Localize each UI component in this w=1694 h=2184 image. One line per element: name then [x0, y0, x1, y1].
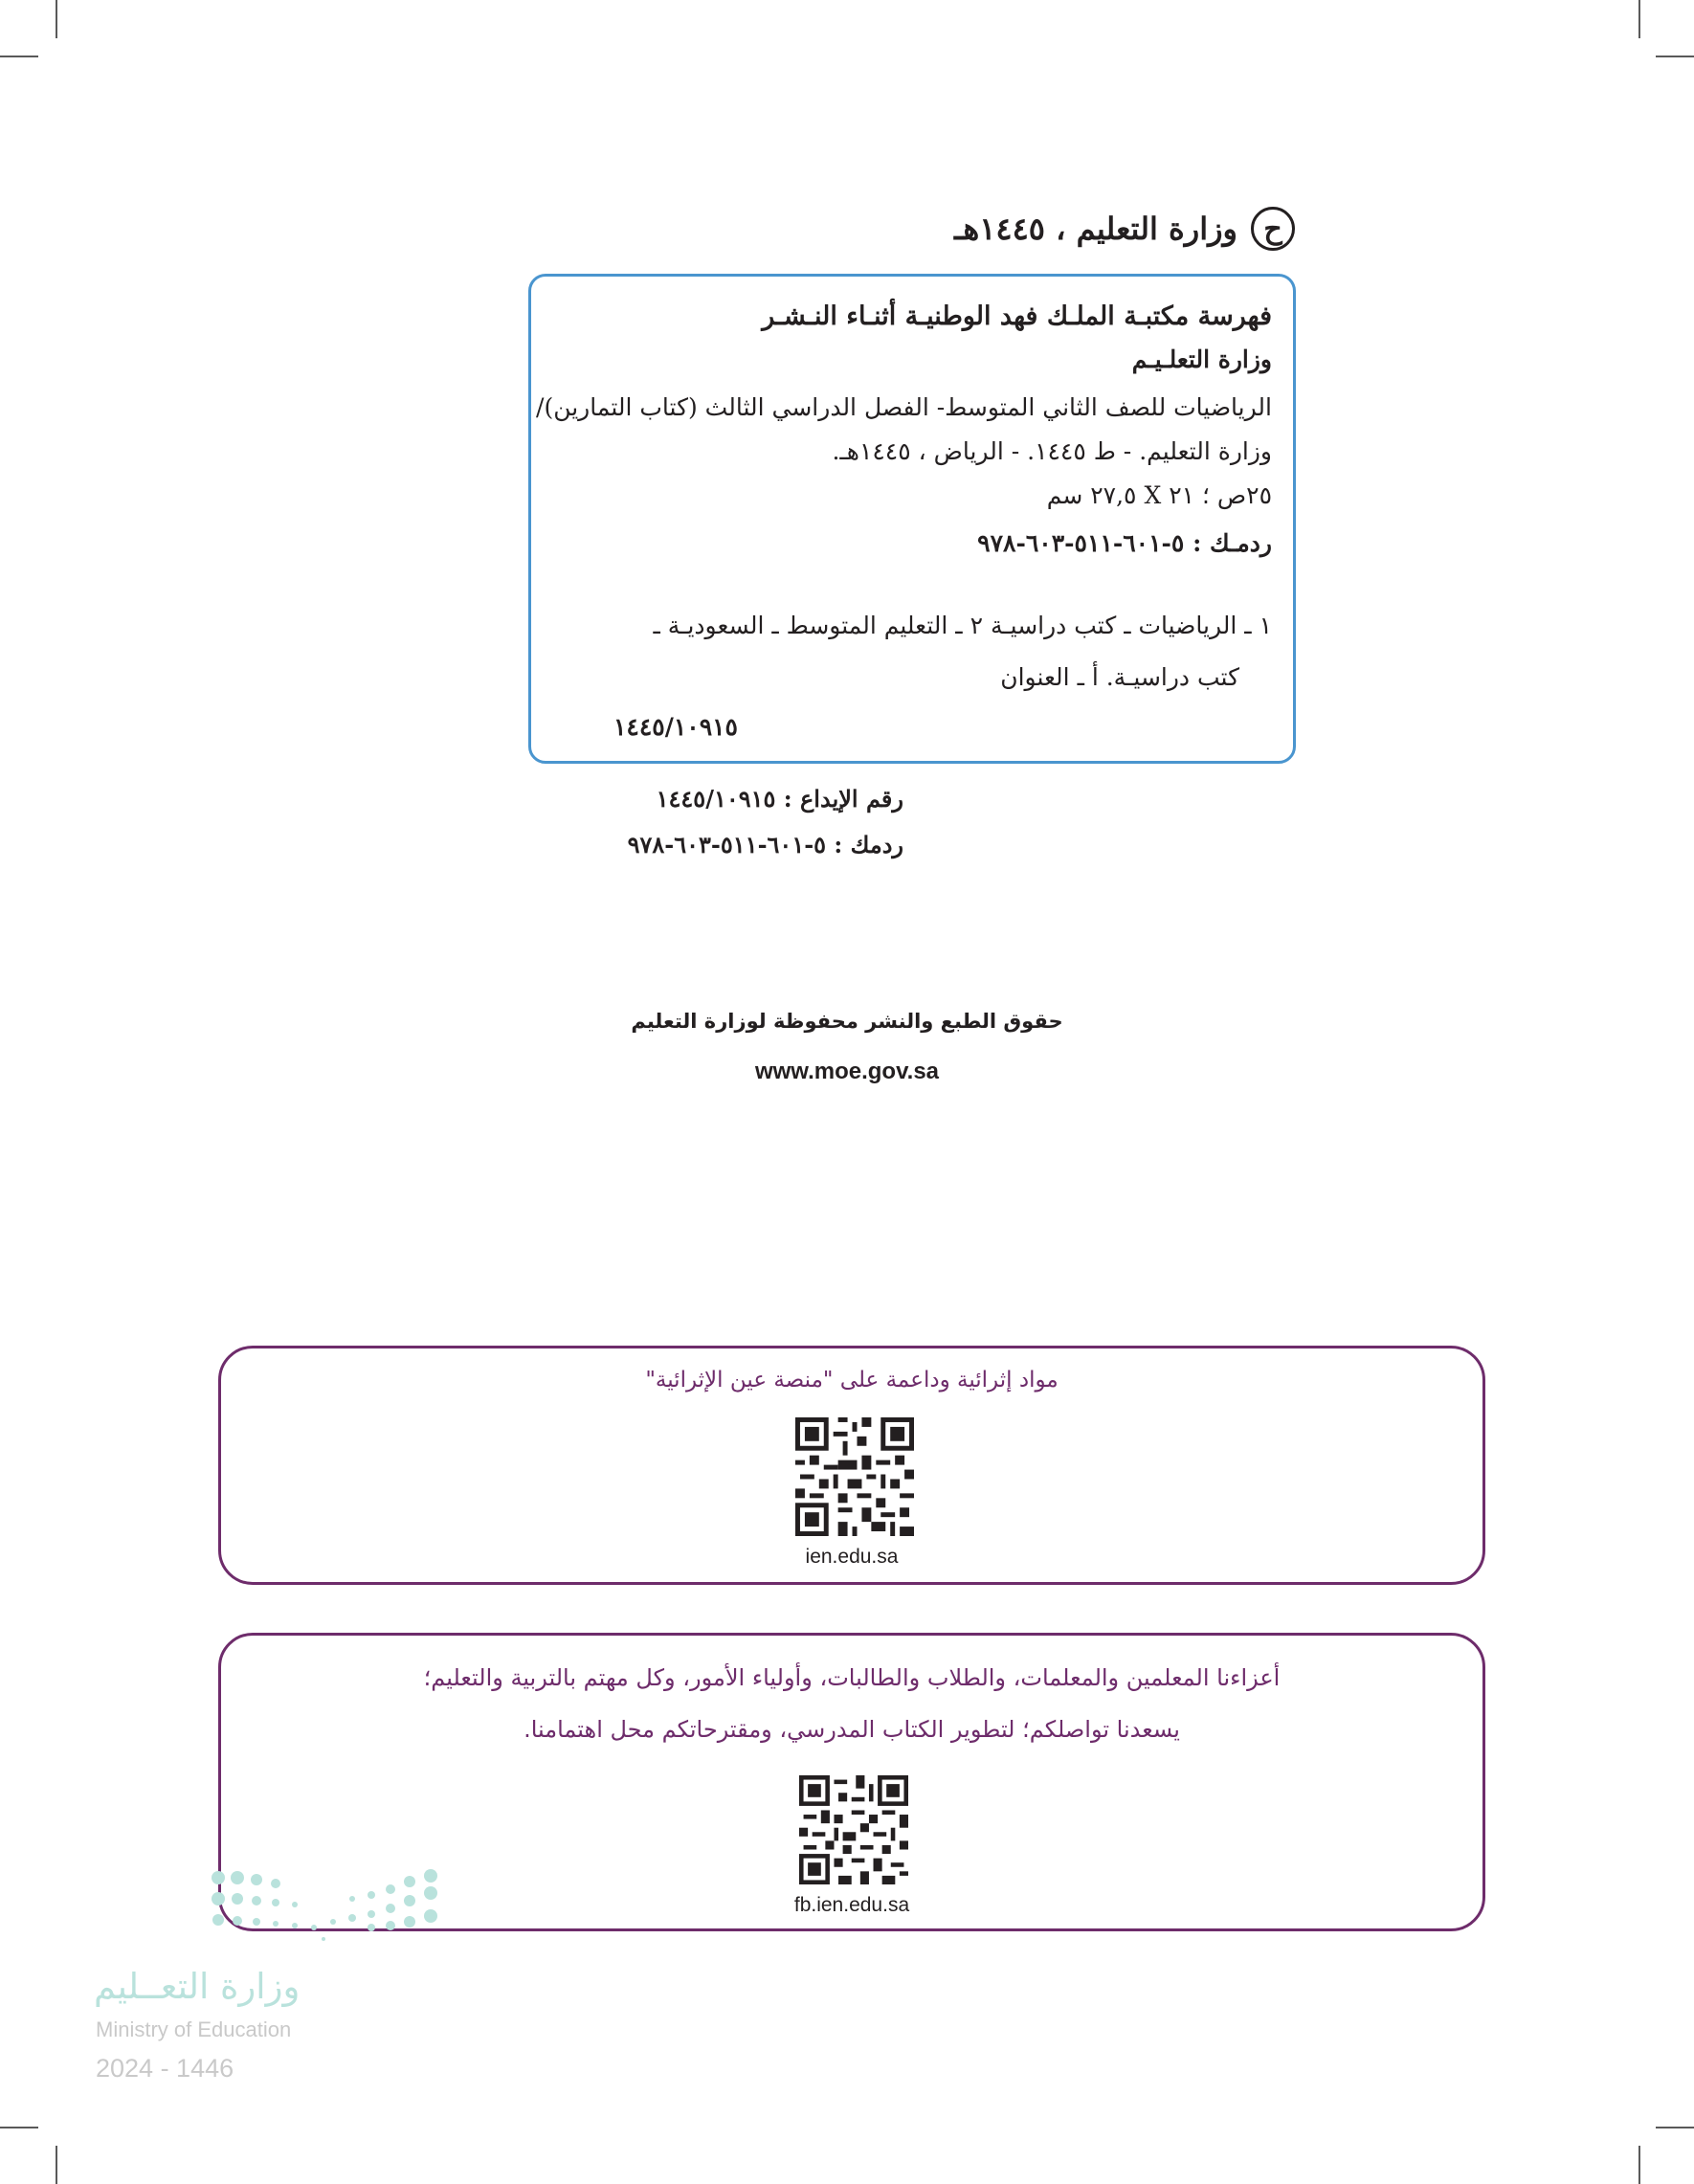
deposit-number: رقم الإيداع : ١٤٤٥/١٠٩١٥ [656, 785, 903, 813]
catalog-class-number: ١٤٤٥/١٠٩١٥ [613, 713, 738, 741]
catalog-title-line1: الرياضيات للصف الثاني المتوسط- الفصل الدراسي الثالث (كتاب التمارين)/ [536, 393, 1272, 421]
deposit-isbn: ردمك : ٥-٦٠١-٥١١-٦٠٣-٩٧٨ [627, 831, 903, 858]
feedback-line1: أعزاءنا المعلمين والمعلمات، والطلاب والطالبات، وأولياء الأمور، وكل مهتم بالتربية والتعليم؛ [423, 1664, 1281, 1691]
ien-url[interactable]: ien.edu.sa [805, 1546, 899, 1568]
copyright-text: وزارة التعليم ، ١٤٤٥هـ [953, 211, 1237, 247]
catalog-subjects-line1: ١ ـ الرياضيات ـ كتب دراسيـة ٢ ـ التعليم المتوسط ـ السعوديـة ـ [653, 612, 1272, 639]
watermark-english: Ministry of Education [96, 2017, 292, 2041]
website-link[interactable]: www.moe.gov.sa [754, 1059, 940, 1084]
crop-mark [1656, 56, 1694, 57]
ministry-logo-dots-icon [209, 1866, 448, 1941]
crop-mark [56, 0, 57, 38]
copyright-symbol: ح [1251, 207, 1295, 251]
crop-mark [1656, 2127, 1694, 2128]
feedback-line2: يسعدنا تواصلكم؛ لتطوير الكتاب المدرسي، ومقترحاتكم محل اهتمامنا. [524, 1716, 1180, 1743]
watermark-year: 2024 - 1446 [96, 2054, 234, 2083]
ien-box-text: مواد إثرائية وداعمة على "منصة عين الإثرائية" [645, 1368, 1059, 1393]
catalog-author: وزارة التعلـيـم [1131, 345, 1272, 373]
crop-mark [56, 2146, 57, 2184]
crop-mark [0, 56, 38, 57]
qr-code-icon[interactable] [795, 1417, 914, 1536]
catalog-isbn: ردمـك : ٥-٦٠١-٥١١-٦٠٣-٩٧٨ [977, 529, 1272, 557]
crop-mark [0, 2127, 38, 2128]
catalog-title-line2: وزارة التعليم. - ط ١٤٤٥. - الرياض ، ١٤٤٥هـ. [832, 437, 1272, 465]
feedback-url[interactable]: fb.ien.edu.sa [793, 1894, 910, 1916]
catalog-heading: فهرسة مكتبـة الملـك فهد الوطنيـة أثنـاء النـشـر [762, 301, 1272, 331]
crop-mark [1638, 2146, 1640, 2184]
crop-mark [1638, 0, 1640, 38]
catalog-subjects-line2: كتب دراسيـة. أ ـ العنوان [1000, 663, 1239, 691]
watermark-arabic: وزارة التعــليم [94, 1966, 301, 2007]
ien-platform-box [218, 1346, 1485, 1585]
rights-statement: حقوق الطبع والنشر محفوظة لوزارة التعليم [631, 1010, 1063, 1033]
cataloging-box [528, 274, 1296, 764]
qr-code-icon[interactable] [799, 1775, 908, 1884]
copyright-line [954, 207, 1295, 251]
catalog-physical: ٢٥ص ؛ ٢١ X ٢٧,٥ سم [1046, 481, 1272, 509]
